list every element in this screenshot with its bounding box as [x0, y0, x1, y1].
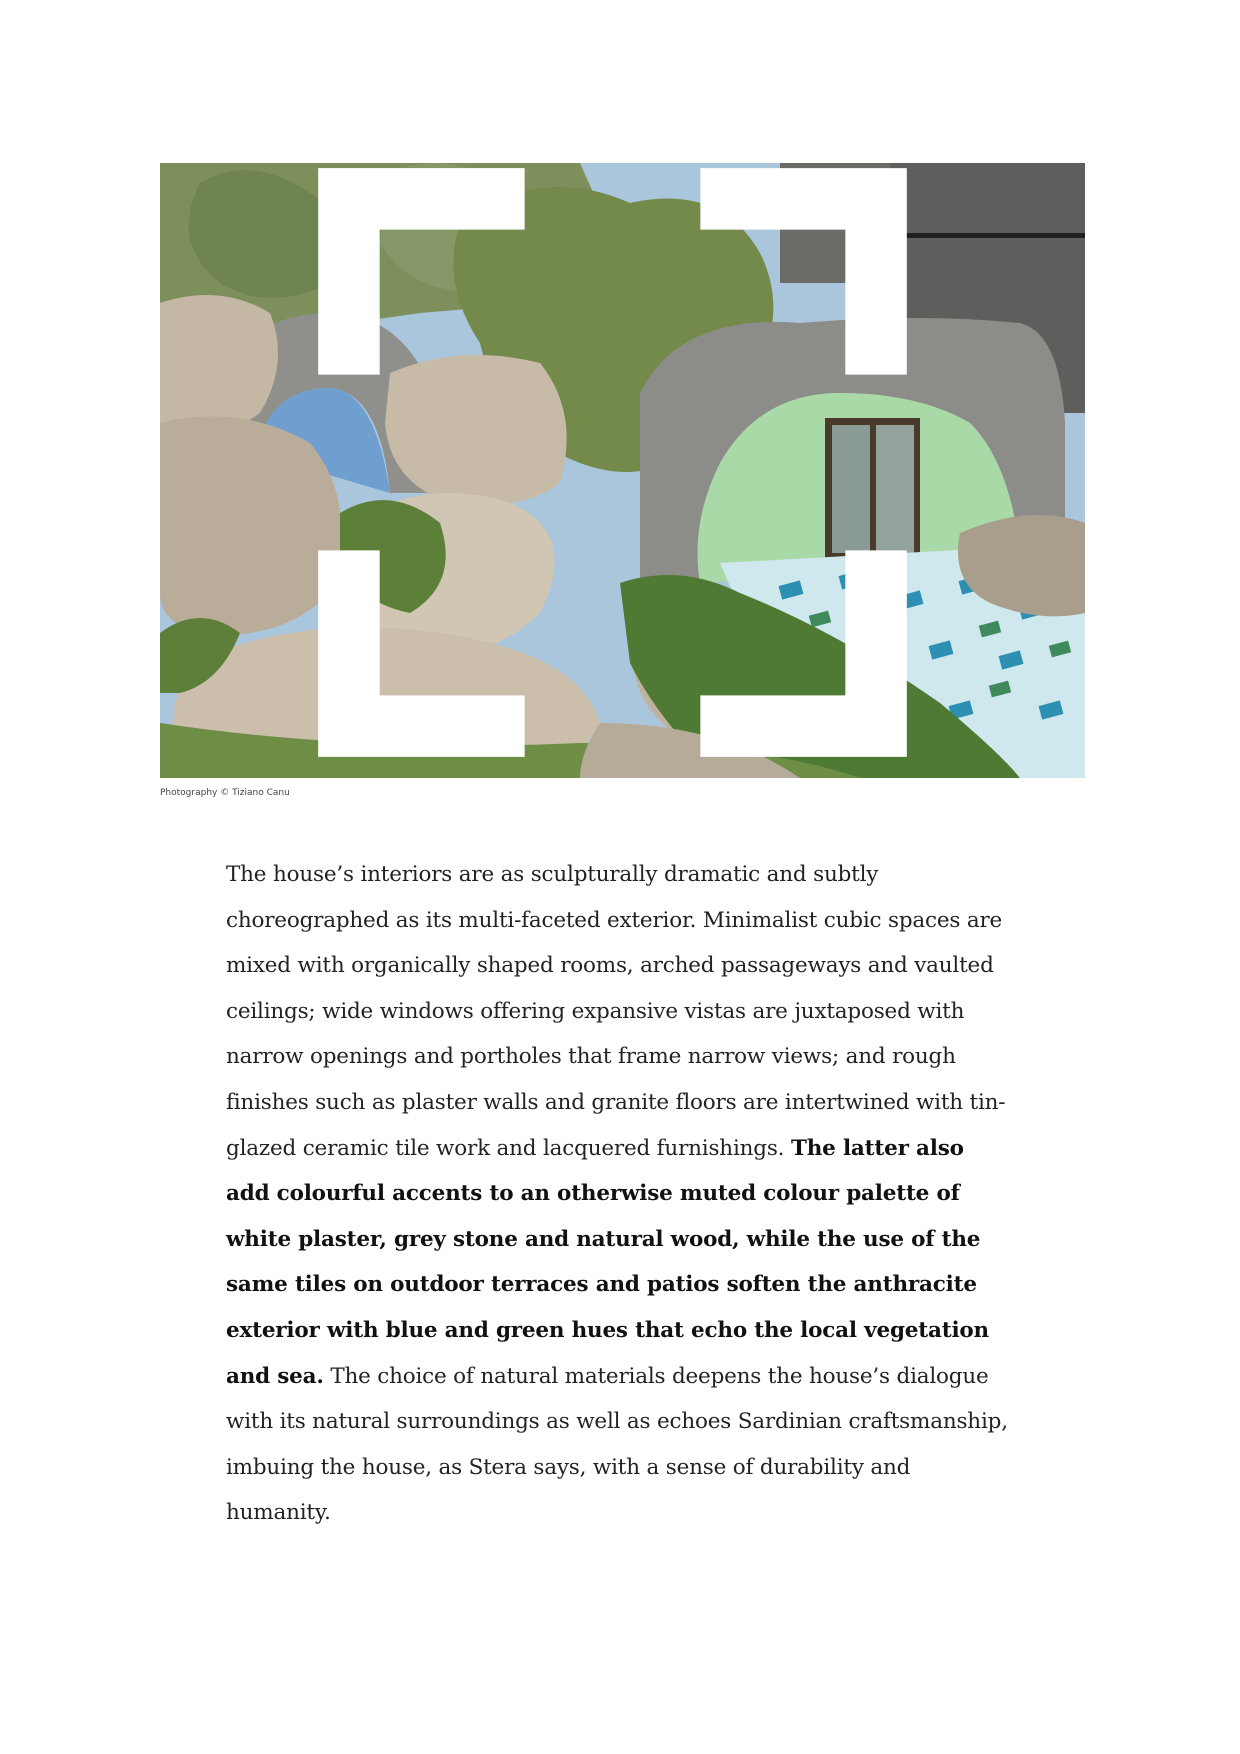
article-body [226, 852, 1012, 1536]
article-paragraph [226, 852, 1012, 1536]
article-photo[interactable] [160, 163, 1085, 778]
expand-icon[interactable] [160, 163, 1075, 770]
photo-caption: Photography © Tiziano Canu [160, 788, 290, 798]
paragraph-text-regular-end: The choice of natural materials deepens the house’s dialogue with its natural surroundings as well as echoes Sardinian craftsmanship, imbuing the house, as Stera says, with a sense of durability and humanity. [226, 1363, 1008, 1526]
paragraph-text-regular: The house’s interiors are as sculpturally dramatic and subtly choreographed as its multi-faceted exterior. Minimalist cubic spaces are mixed with organically shaped rooms, arched passageways and vaulted ceilings; wide windows offering expansive vistas are juxtaposed with narrow openings and portholes that frame narrow views; and rough finishes such as plaster walls and granite floors are intertwined with tin-glazed ceramic tile work and lacquered furnishings. [226, 862, 1006, 1161]
paragraph-text-bold: The latter also add colourful accents to an otherwise muted colour palette of white plaster, grey stone and natural wood, while the use of the same tiles on outdoor terraces and patios soften the anthracite exterior with blue and green hues that echo the local vegetation and sea. [226, 1135, 989, 1389]
